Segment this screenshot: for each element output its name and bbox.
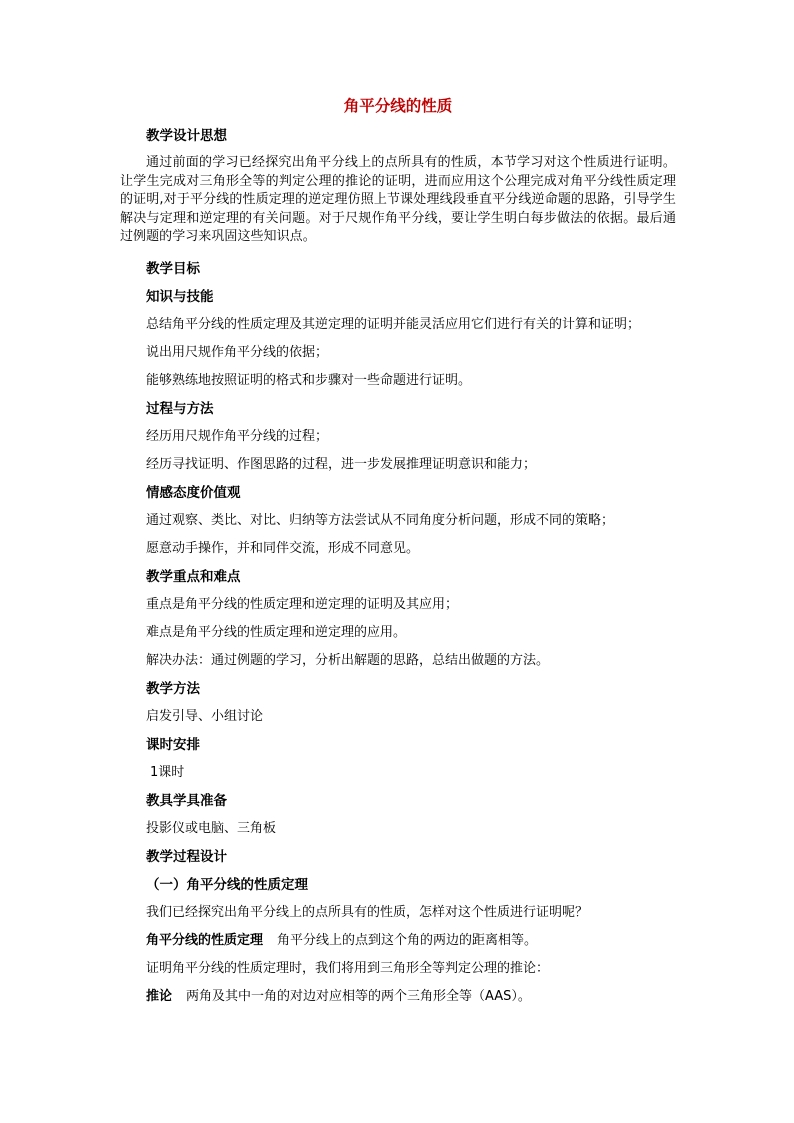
- tools-item-1: 投影仪或电脑、三角板: [146, 820, 277, 836]
- hours-heading: 课时安排: [146, 736, 200, 753]
- procedure-heading: 教学过程设计: [146, 848, 227, 865]
- process-item-2: 经历寻找证明、作图思路的过程，进一步发展推理证明意识和能力；: [146, 456, 537, 472]
- methods-heading: 教学方法: [146, 680, 200, 697]
- document-page: [120, 96, 676, 1015]
- knowledge-heading: 知识与技能: [146, 288, 214, 305]
- theorem-label: 角平分线的性质定理: [146, 932, 264, 948]
- corollary-text: 两角及其中一角的对边对应相等的两个三角形全等（AAS）。: [186, 988, 531, 1004]
- goals-heading: 教学目标: [146, 260, 200, 277]
- part1-intro: 我们已经探究出角平分线上的点所具有的性质，怎样对这个性质进行证明呢？: [146, 904, 589, 920]
- corollary-label: 推论: [146, 988, 173, 1004]
- process-heading: 过程与方法: [146, 400, 214, 417]
- corollary-line: [146, 987, 676, 1006]
- keypoints-heading: 教学重点和难点: [146, 568, 241, 585]
- theorem-line: [146, 931, 676, 950]
- methods-item-1: 启发引导、小组讨论: [146, 708, 264, 724]
- process-item-1: 经历用尺规作角平分线的过程；: [146, 428, 329, 444]
- knowledge-item-3: 能够熟练地按照证明的格式和步骤对一些命题进行证明。: [146, 372, 472, 388]
- emotion-item-1: 通过观察、类比、对比、归纳等方法尝试从不同角度分析问题，形成不同的策略；: [146, 512, 615, 528]
- design-paragraph: 通过前面的学习已经探究出角平分线上的点所具有的性质，本节学习对这个性质进行证明。让学生完成对三角形全等的判定公理的推论的证明，进而应用这个公理完成对角平分线性质定理的证明,对于平分线的性质定理的逆定理仿照上节课处理线段垂直平分线逆命题的思路，引导学生解决与定理和逆定理的有关问题。对于尺规作角平分线，要让学生明白每步做法的依据。最后通过例题的学习来巩固这些知识点。: [120, 155, 676, 244]
- tools-heading: 教具学具准备: [146, 792, 227, 809]
- emotion-item-2: 愿意动手操作，并和同伴交流，形成不同意见。: [146, 540, 420, 556]
- design-heading: 教学设计思想: [146, 128, 227, 144]
- proof-intro: 证明角平分线的性质定理时，我们将用到三角形全等判定公理的推论：: [146, 960, 550, 976]
- knowledge-item-1: 总结角平分线的性质定理及其逆定理的证明并能灵活应用它们进行有关的计算和证明；: [146, 316, 641, 332]
- emotion-heading: 情感态度价值观: [146, 484, 241, 501]
- theorem-text: 角平分线上的点到这个角的两边的距离相等。: [277, 932, 538, 948]
- hours-item-1: 1课时: [150, 764, 185, 780]
- keypoints-item-2: 难点是角平分线的性质定理和逆定理的应用。: [146, 624, 407, 640]
- keypoints-item-1: 重点是角平分线的性质定理和逆定理的证明及其应用；: [146, 596, 459, 612]
- knowledge-item-2: 说出用尺规作角平分线的依据；: [146, 344, 329, 360]
- document-title: 角平分线的性质: [343, 97, 453, 115]
- keypoints-item-3: 解决办法：通过例题的学习，分析出解题的思路，总结出做题的方法。: [146, 652, 550, 668]
- part1-heading: （一）角平分线的性质定理: [146, 876, 308, 893]
